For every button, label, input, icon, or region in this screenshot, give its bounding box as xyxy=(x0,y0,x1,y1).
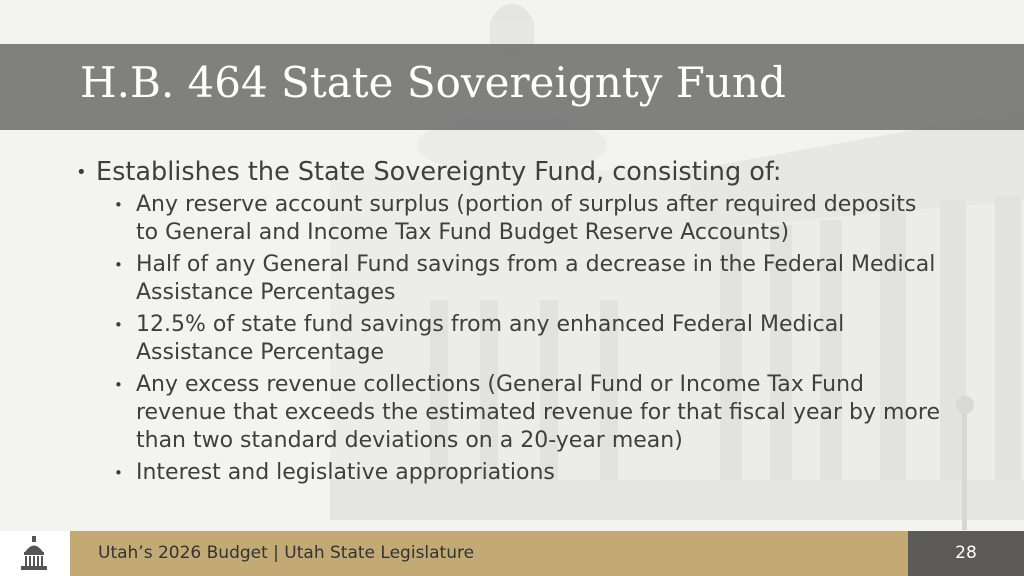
sub-bullet xyxy=(114,251,944,307)
bullet-dot-icon: • xyxy=(114,196,123,214)
bullet-dot-icon: • xyxy=(114,376,123,394)
bullet-dot-icon: • xyxy=(114,464,123,482)
main-bullet-text: Establishes the State Sovereignty Fund, consisting of: xyxy=(96,157,782,187)
sub-bullet xyxy=(114,191,944,247)
slide-footer xyxy=(0,531,1024,576)
footer-logo-area xyxy=(0,531,70,576)
footer-text: Utah’s 2026 Budget | Utah State Legislature xyxy=(98,543,475,563)
sub-bullet-text: 12.5% of state fund savings from any enhanced Federal Medical Assistance Percentage xyxy=(136,312,845,365)
sub-bullet xyxy=(114,459,944,487)
page-number: 28 xyxy=(955,543,977,563)
sub-bullet-text: Any reserve account surplus (portion of surplus after required deposits to General and Income Tax Fund Budget Reserve Accounts) xyxy=(136,192,917,245)
sub-bullet-text: Interest and legislative appropriations xyxy=(136,460,555,485)
bullet-dot-icon: • xyxy=(76,162,87,183)
bullet-dot-icon: • xyxy=(114,256,123,274)
bullet-dot-icon: • xyxy=(114,316,123,334)
sub-bullet xyxy=(114,311,944,367)
page-number-box xyxy=(908,531,1024,576)
slide-title: H.B. 464 State Sovereignty Fund xyxy=(80,58,786,107)
sub-bullet-list xyxy=(114,191,952,487)
footer-banner xyxy=(70,531,908,576)
sub-bullet-text: Any excess revenue collections (General Fund or Income Tax Fund revenue that exceeds the estimated revenue for that fiscal year by more than two standard deviations on a 20-year mean) xyxy=(136,372,940,453)
main-bullet xyxy=(76,156,952,189)
sub-bullet-text: Half of any General Fund savings from a decrease in the Federal Medical Assistance Percentages xyxy=(136,252,936,305)
slide-content xyxy=(72,156,952,491)
sub-bullet xyxy=(114,371,944,455)
capitol-logo-icon xyxy=(19,535,49,573)
